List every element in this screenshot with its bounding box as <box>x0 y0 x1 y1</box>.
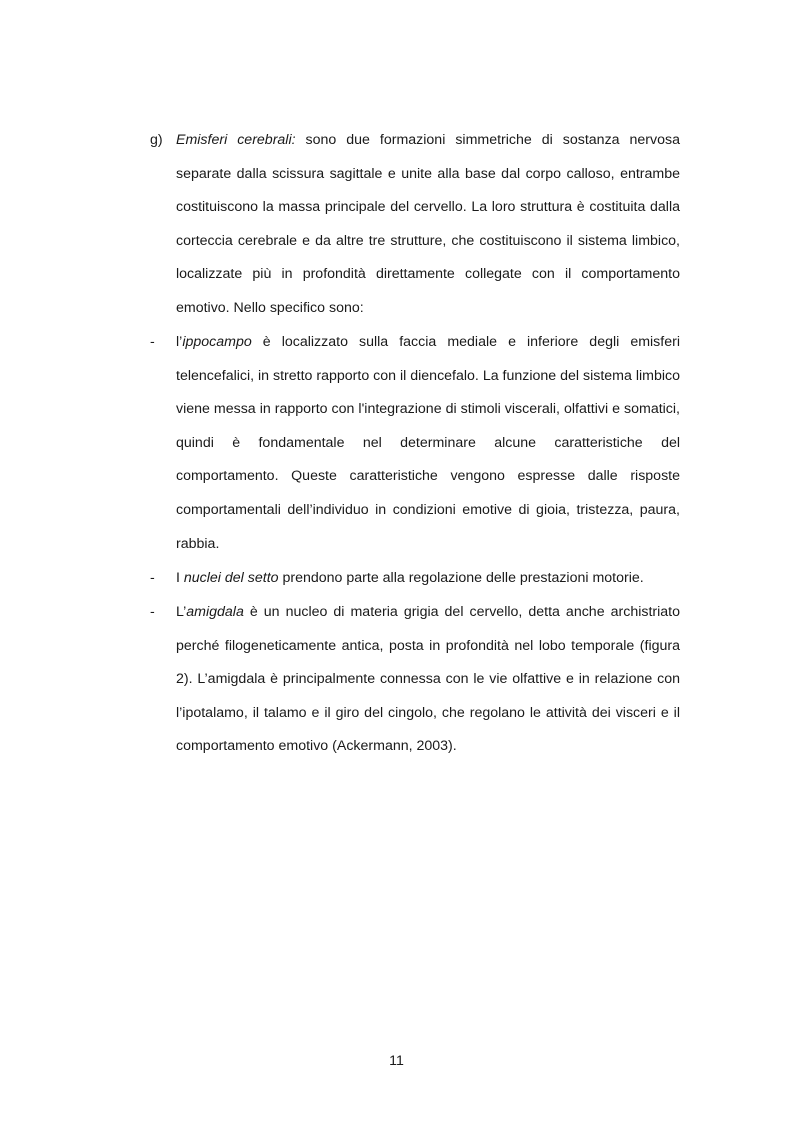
list-marker: - <box>150 604 155 620</box>
term-nuclei-del-setto: nuclei del setto <box>183 570 279 586</box>
paragraph-text: sono due formazioni simmetriche di sostanza nervosa separate dalla scissura sagittale e unite alla base dal corpo calloso, entrambe costituiscono la massa principale del cervello. La loro struttura è costituita dalla corteccia cerebrale e da altre tre strutture, che costituiscono il sistema limbico, localizzate più in profondità direttamente collegate con il comportamento emotivo. Nello specifico sono: <box>176 132 680 316</box>
paragraph-ippocampo <box>176 326 680 561</box>
paragraph-emisferi-cerebrali <box>176 124 680 326</box>
paragraph-prefix: L’ <box>176 604 187 620</box>
paragraph-prefix: l’ <box>176 334 183 350</box>
paragraph-prefix: I <box>176 570 184 586</box>
list-item-ippocampo <box>150 326 695 561</box>
list-item-emisferi-cerebrali <box>150 124 695 326</box>
list-item-nuclei-del-setto <box>150 562 695 596</box>
list-marker: - <box>150 334 155 350</box>
term-ippocampo: ippocampo <box>182 334 252 350</box>
list-marker: - <box>150 570 155 586</box>
list-marker: g) <box>150 132 163 148</box>
term-amigdala: amigdala <box>186 604 244 620</box>
paragraph-text: è un nucleo di materia grigia del cervello, detta anche archistriato perché filogeneticamente antica, posta in profondità nel lobo temporale (figura 2). L’amigdala è principalmente connessa con le vie olfattive e in relazione con l’ipotalamo, il talamo e il giro del cingolo, che regolano le attività dei visceri e il comportamento emotivo (Ackermann, 2003). <box>176 604 680 755</box>
list-item-amigdala <box>150 596 695 764</box>
paragraph-amigdala <box>176 596 680 764</box>
page-number: 11 <box>389 1053 404 1069</box>
term-emisferi-cerebrali: Emisferi cerebrali: <box>176 132 296 148</box>
paragraph-text: prendono parte alla regolazione delle prestazioni motorie. <box>278 570 644 586</box>
paragraph-nuclei-del-setto <box>176 562 680 596</box>
paragraph-text: è localizzato sulla faccia mediale e inferiore degli emisferi telencefalici, in stretto rapporto con il diencefalo. La funzione del sistema limbico viene messa in rapporto con l'integrazione di stimoli viscerali, olfattivi e somatici, quindi è fondamentale nel determinare alcune caratteristiche del comportamento. Queste caratteristiche vengono espresse dalle risposte comportamentali dell’individuo in condizioni emotive di gioia, tristezza, paura, rabbia. <box>176 334 680 552</box>
